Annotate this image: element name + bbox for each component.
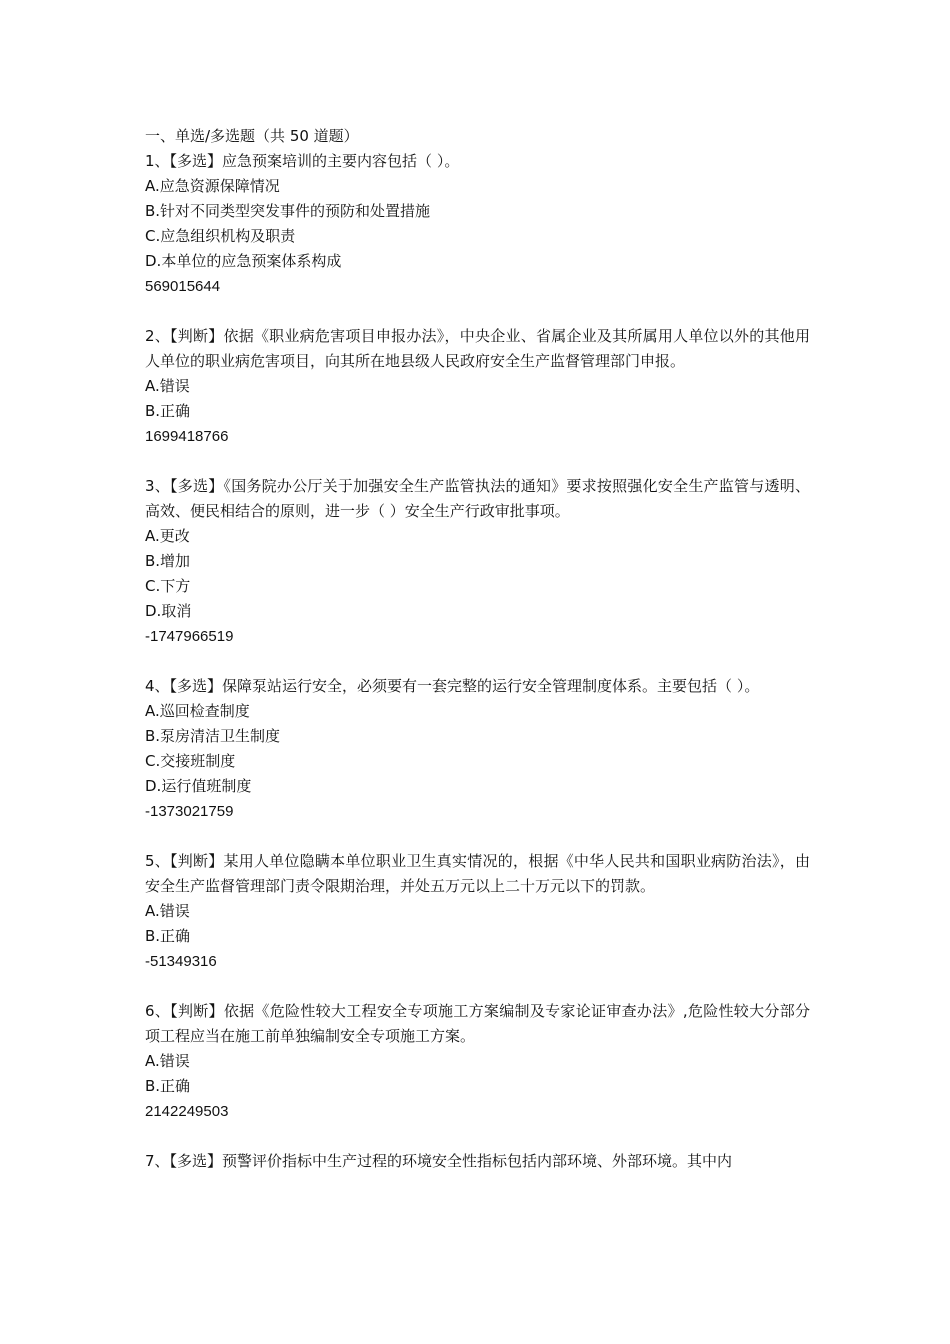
question-code: -1747966519 [145,628,234,645]
option-c: C.下方 [145,577,191,595]
question-code: 569015644 [145,278,221,295]
spacer [145,974,810,999]
question-stem: 4、【多选】保障泵站运行安全，必须要有一套完整的运行安全管理制度体系。主要包括（ ）。 [145,677,760,695]
option-a: A.错误 [145,902,190,920]
question-stem: 1、【多选】应急预案培训的主要内容包括（ ）。 [145,152,460,170]
spacer [145,449,810,474]
option-b: B.针对不同类型突发事件的预防和处置措施 [145,202,431,220]
option-a: A.更改 [145,527,190,545]
question-6 [145,999,810,1124]
question-code: -1373021759 [145,803,234,820]
question-1 [145,149,810,299]
spacer [145,1124,810,1149]
option-a: A.错误 [145,1052,190,1070]
question-5 [145,849,810,974]
question-code: 2142249503 [145,1103,229,1120]
question-code: -51349316 [145,953,217,970]
option-d: D.本单位的应急预案体系构成 [145,252,342,270]
option-d: D.运行值班制度 [145,777,252,795]
option-b: B.泵房清洁卫生制度 [145,727,281,745]
question-stem: 5、【判断】某用人单位隐瞒本单位职业卫生真实情况的，根据《中华人民共和国职业病防治法》，由安全生产监督管理部门责令限期治理，并处五万元以上二十万元以下的罚款。 [145,852,810,895]
option-a: A.错误 [145,377,190,395]
option-b: B.正确 [145,402,191,420]
question-stem: 7、【多选】预警评价指标中生产过程的环境安全性指标包括内部环境、外部环境。其中内 [145,1152,733,1170]
question-code: 1699418766 [145,428,229,445]
question-7 [145,1149,810,1174]
option-b: B.增加 [145,552,191,570]
question-stem: 6、【判断】依据《危险性较大工程安全专项施工方案编制及专家论证审查办法》,危险性较大分部分项工程应当在施工前单独编制安全专项施工方案。 [145,1002,810,1045]
option-b: B.正确 [145,1077,191,1095]
option-b: B.正确 [145,927,191,945]
spacer [145,299,810,324]
option-a: A.巡回检查制度 [145,702,250,720]
option-c: C.交接班制度 [145,752,236,770]
option-c: C.应急组织机构及职责 [145,227,296,245]
question-2 [145,324,810,449]
section-title: 一、单选/多选题（共 50 道题） [145,127,359,145]
question-4 [145,674,810,824]
question-stem: 2、【判断】依据《职业病危害项目申报办法》，中央企业、省属企业及其所属用人单位以外的其他用人单位的职业病危害项目，向其所在地县级人民政府安全生产监督管理部门申报。 [145,327,810,370]
question-3 [145,474,810,649]
document-content [145,124,810,1174]
spacer [145,824,810,849]
question-stem: 3、【多选】《国务院办公厅关于加强安全生产监管执法的通知》要求按照强化安全生产监管与透明、高效、便民相结合的原则，进一步（ ）安全生产行政审批事项。 [145,477,810,520]
option-a: A.应急资源保障情况 [145,177,280,195]
option-d: D.取消 [145,602,192,620]
spacer [145,649,810,674]
